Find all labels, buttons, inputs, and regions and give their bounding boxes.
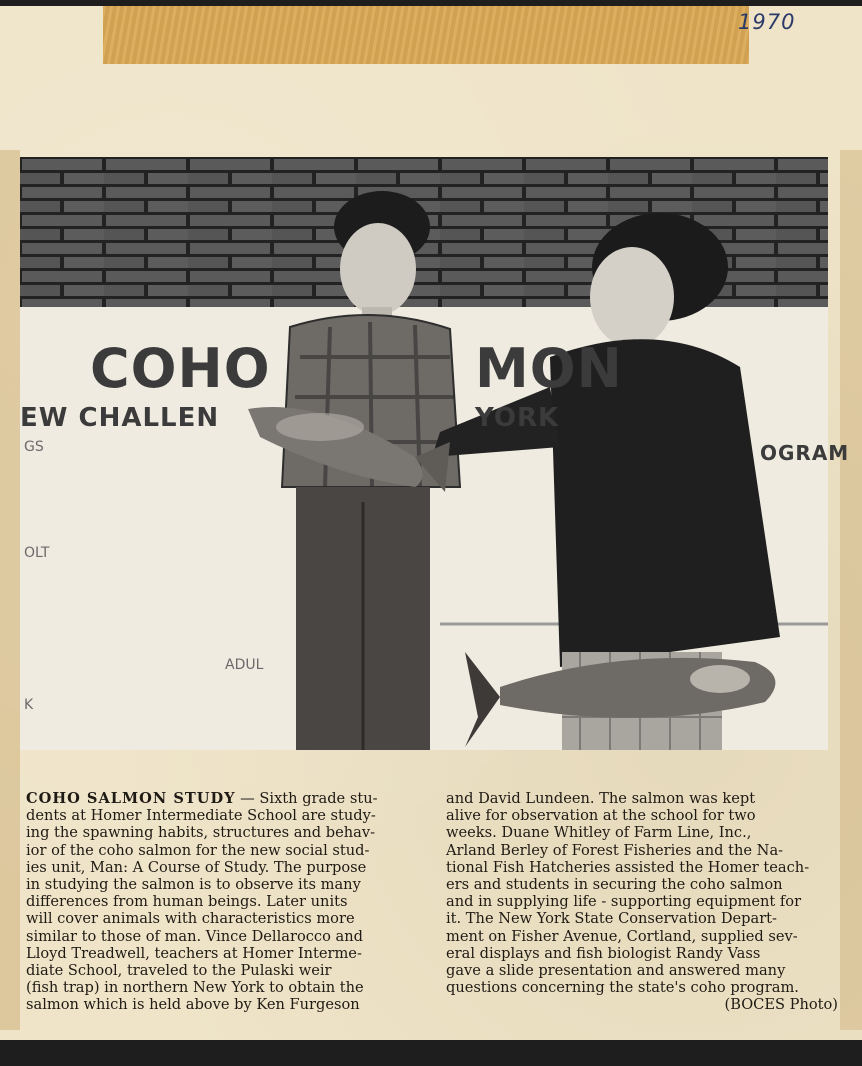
sign-line-challenge: EW CHALLEN (20, 403, 220, 433)
caption-line: ers and students in securing the coho salmon (446, 876, 783, 894)
caption-line: ment on Fisher Avenue, Cortland, supplied sev- (446, 927, 798, 945)
caption-line: alive for observation at the school for two (446, 807, 756, 825)
sign-word-york: YORK (475, 403, 560, 433)
caption-column-right (446, 790, 842, 1014)
caption-line: ing the spawning habits, structures and behav- (26, 824, 376, 842)
paper-stain-left (0, 150, 20, 1030)
sign-word-program: OGRAM (760, 441, 850, 465)
caption-line: (fish trap) in northern New York to obtain the (26, 979, 364, 997)
caption-line: ior of the coho salmon for the new social stud- (26, 841, 370, 859)
caption-line: diate School, traveled to the Pulaski weir (26, 962, 332, 980)
caption-line: ies unit, Man: A Course of Study. The purpose (26, 858, 367, 876)
sign-word-coho: COHO (90, 337, 271, 400)
photo-scene-illustration (20, 157, 828, 750)
news-photo (20, 157, 850, 750)
handwritten-date: 1970 (738, 10, 796, 34)
caption-line: in studying the salmon is to observe its many (26, 876, 361, 894)
adhesive-tape (103, 6, 749, 64)
caption-line: Lloyd Treadwell, teachers at Homer Interme- (26, 944, 362, 962)
sign-label-gs: GS (24, 439, 44, 455)
scan-border-bottom (0, 1040, 862, 1066)
paper-stain-right (840, 150, 862, 1030)
caption-line: salmon which is held above by Ken Furgeson (26, 996, 360, 1014)
sign-word-salmon-fragment: MON (475, 337, 623, 400)
caption-line: COHO SALMON STUDY — Sixth grade stu- (26, 790, 378, 807)
sign-label-k: K (24, 697, 34, 713)
photo-credit: (BOCES Photo) (724, 996, 838, 1014)
caption-line: tional Fish Hatcheries assisted the Homer teach- (446, 858, 810, 876)
caption-line: weeks. Duane Whitley of Farm Line, Inc., (446, 824, 752, 842)
caption-line: similar to those of man. Vince Dellarocco and (26, 927, 363, 945)
sign-label-olt: OLT (24, 545, 50, 561)
caption-line: gave a slide presentation and answered many (446, 962, 786, 980)
sign-label-adult: ADUL (225, 657, 264, 673)
caption-line: and David Lundeen. The salmon was kept (446, 790, 756, 807)
caption-line: and in supplying life - supporting equipment for (446, 893, 802, 911)
caption-column-left (26, 790, 418, 1014)
caption-line: eral displays and fish biologist Randy Vass (446, 944, 761, 962)
caption-line: differences from human beings. Later units (26, 893, 348, 911)
caption-line: will cover animals with characteristics more (26, 910, 355, 928)
caption-line: dents at Homer Intermediate School are study- (26, 807, 376, 825)
caption-line: Arland Berley of Forest Fisheries and the Na- (446, 841, 784, 859)
caption-line: it. The New York State Conservation Depart- (446, 910, 777, 928)
caption-headline: COHO SALMON STUDY (26, 790, 236, 807)
caption-line: questions concerning the state's coho program. (446, 979, 799, 997)
